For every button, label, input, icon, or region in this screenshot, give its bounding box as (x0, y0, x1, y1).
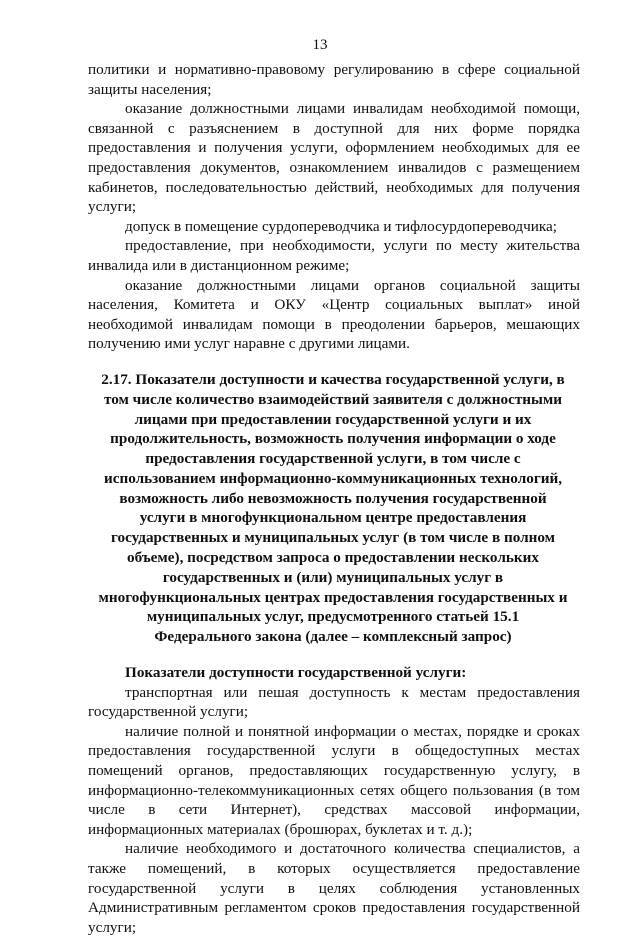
paragraph: транспортная или пешая доступность к местам предоставления государственной услуги; (88, 683, 580, 721)
subheading: Показатели доступности государственной услуги: (125, 664, 467, 682)
paragraph: допуск в помещение сурдопереводчика и тифлосурдопереводчика; (125, 217, 557, 235)
paragraph: политики и нормативно-правовому регулированию в сфере социальной защиты населения; (88, 61, 580, 98)
spacer (88, 354, 580, 370)
paragraph: наличие необходимого и достаточного количества специалистов, а также помещений, в которых осуществляется предоставление государственной услуги в целях соблюдения установленных Административным регламентом сроков предоставления государственной услуги; (88, 840, 580, 936)
paragraph: оказание должностными лицами инвалидам необходимой помощи, связанной с разъяснением в доступной для них форме порядка предоставления и получения услуги, оформлением необходимых для ее предоставления документов, ознакомлением инвалидов с размещением кабинетов, последовательностью действий, необходимых для получения услуги; (88, 100, 580, 216)
page-number: 13 (312, 37, 328, 53)
spacer (88, 647, 580, 663)
section-heading: 2.17. Показатели доступности и качества государственной услуги, в том числе количество взаимодействий заявителя с должностными лицами при предоставлении государственной услуги и их продолжительность, возможность получения информации о ходе предоставления государственной услуги, в том числе с использованием информационно-коммуникационных технологий, возможность либо невозможность получения государственной услуги в многофункциональном центре предоставления государственных и муниципальных услуг (в том числе в полном объеме), посредством запроса о предоставлении нескольких государственных и (или) муниципальных услуг в многофункциональных центрах предоставления государственных и муниципальных услуг, предусмотренного статьей 15.1 Федерального закона (далее – комплексный запрос) (98, 370, 568, 646)
paragraph: оказание должностными лицами органов социальной защиты населения, Комитета и ОКУ «Центр социальных выплат» иной необходимой инвалидам помощи в преодолении барьеров, мешающих получению ими услуг наравне с другими лицами. (88, 276, 580, 353)
document-body (88, 60, 580, 937)
paragraph: наличие полной и понятной информации о местах, порядке и сроках предоставления государственной услуги в общедоступных местах помещений органов, предоставляющих государственную услугу, в информационно-телекоммуникационных сетях общего пользования (в том числе в сети Интернет), средствах массовой информации, информационных материалах (брошюрах, буклетах и т. д.); (88, 722, 580, 838)
paragraph: предоставление, при необходимости, услуги по месту жительства инвалида или в дистанционном режиме; (88, 237, 580, 274)
